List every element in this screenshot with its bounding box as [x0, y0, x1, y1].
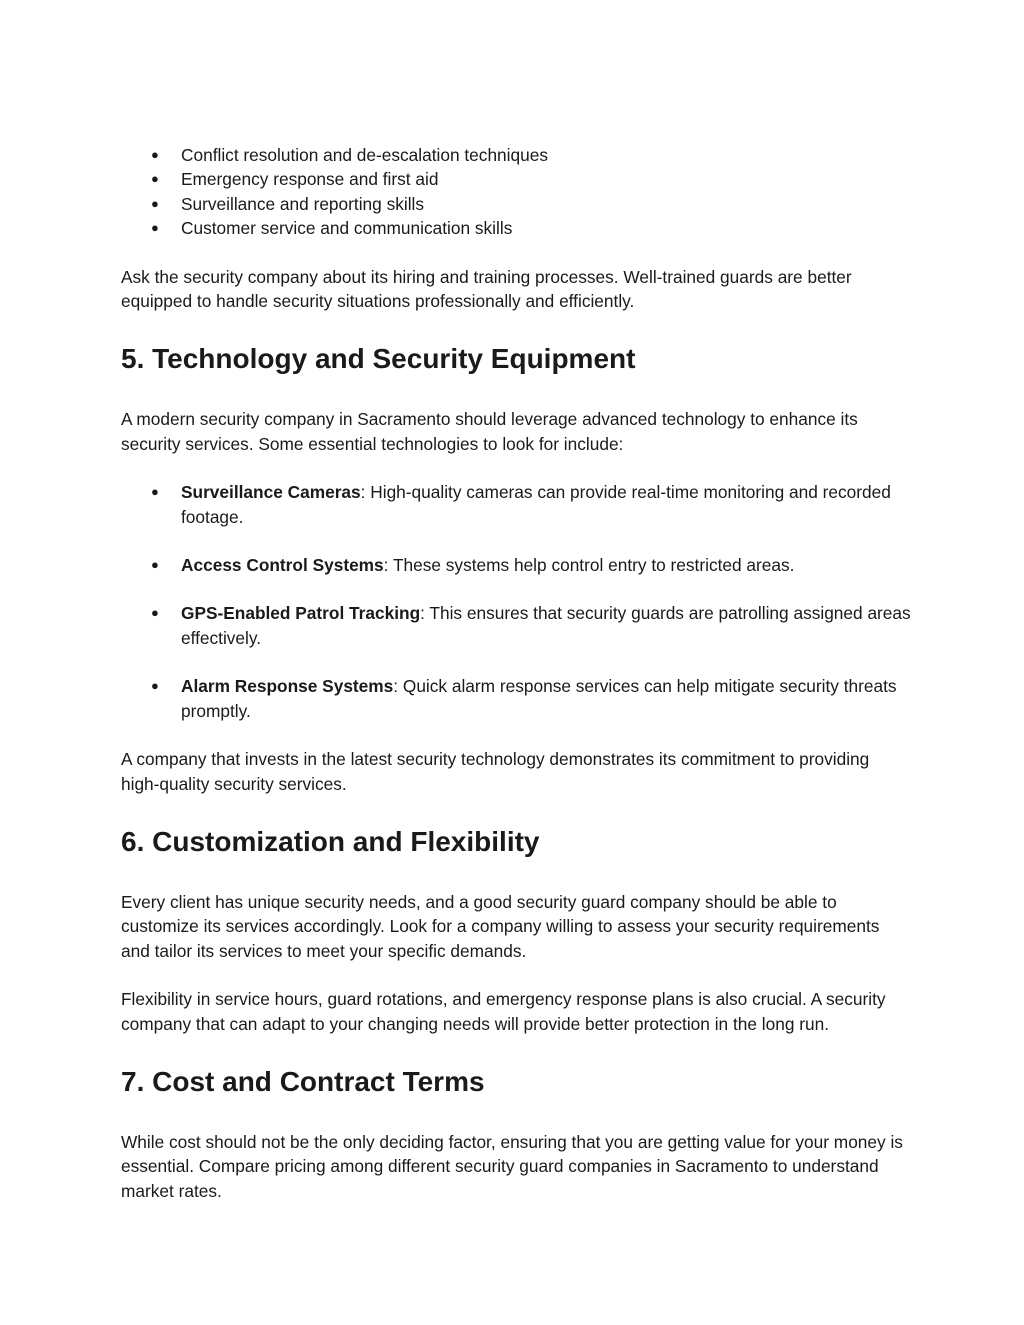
section-6-paragraph-2: Flexibility in service hours, guard rotations, and emergency response plans is also crucial. A security company that can adapt to your changing needs will provide better protection in the long run. [121, 989, 886, 1034]
list-item [121, 167, 911, 191]
list-item-term: Alarm Response Systems [181, 676, 394, 697]
section-5-outro: A company that invests in the latest security technology demonstrates its commitment to providing high-quality security services. [121, 749, 870, 794]
list-item-term: Surveillance Cameras [181, 482, 361, 503]
list-item-term: Access Control Systems [181, 555, 384, 576]
bullet-icon: ● [151, 220, 159, 236]
section-7-paragraph-1: While cost should not be the only deciding factor, ensuring that you are getting value for your money is essential. Compare pricing among different security guard companies in Sacramento to understand market rates. [121, 1131, 903, 1201]
list-item [121, 216, 911, 240]
list-item-text: Surveillance and reporting skills [181, 193, 425, 214]
technology-list [121, 480, 911, 723]
list-item-text: Emergency response and first aid [181, 169, 439, 190]
bullet-icon: ● [151, 147, 159, 162]
list-item-term: GPS-Enabled Patrol Tracking [181, 603, 421, 624]
bullet-icon: ● [151, 484, 159, 500]
section-5-heading: 5. Technology and Security Equipment [121, 343, 636, 375]
bullet-icon: ● [151, 171, 159, 187]
document-page [121, 143, 911, 1203]
list-item [121, 674, 911, 723]
bullet-icon: ● [151, 678, 159, 694]
list-item-description: : These systems help control entry to restricted areas. [383, 555, 795, 576]
list-item [121, 192, 911, 216]
list-item [121, 143, 911, 167]
section-6-heading: 6. Customization and Flexibility [121, 825, 540, 857]
training-topics-list [121, 143, 911, 241]
list-item [121, 480, 911, 529]
list-item-description: : High-quality cameras can provide real-time monitoring and recorded footage. [181, 482, 891, 527]
bullet-icon: ● [151, 605, 159, 621]
list-item-description: : This ensures that security guards are patrolling assigned areas effectively. [181, 603, 911, 648]
list-item [121, 553, 911, 577]
list-item [121, 601, 911, 650]
section-5-intro: A modern security company in Sacramento should leverage advanced technology to enhance its security services. Some essential technologies to look for include: [121, 409, 858, 454]
section-6-paragraph-1: Every client has unique security needs, and a good security guard company should be able to customize its services accordingly. Look for a company willing to assess your security requirements and tailor its services to meet your specific demands. [121, 891, 880, 961]
training-paragraph: Ask the security company about its hiring and training processes. Well-trained guards are better equipped to handle security situations professionally and efficiently. [121, 266, 852, 312]
list-item-text: Customer service and communication skills [181, 218, 513, 239]
bullet-icon: ● [151, 557, 159, 573]
section-7-heading: 7. Cost and Contract Terms [121, 1065, 485, 1097]
list-item-text: Conflict resolution and de-escalation techniques [181, 145, 548, 165]
list-item-description: : Quick alarm response services can help mitigate security threats promptly. [181, 676, 897, 721]
bullet-icon: ● [151, 195, 159, 211]
